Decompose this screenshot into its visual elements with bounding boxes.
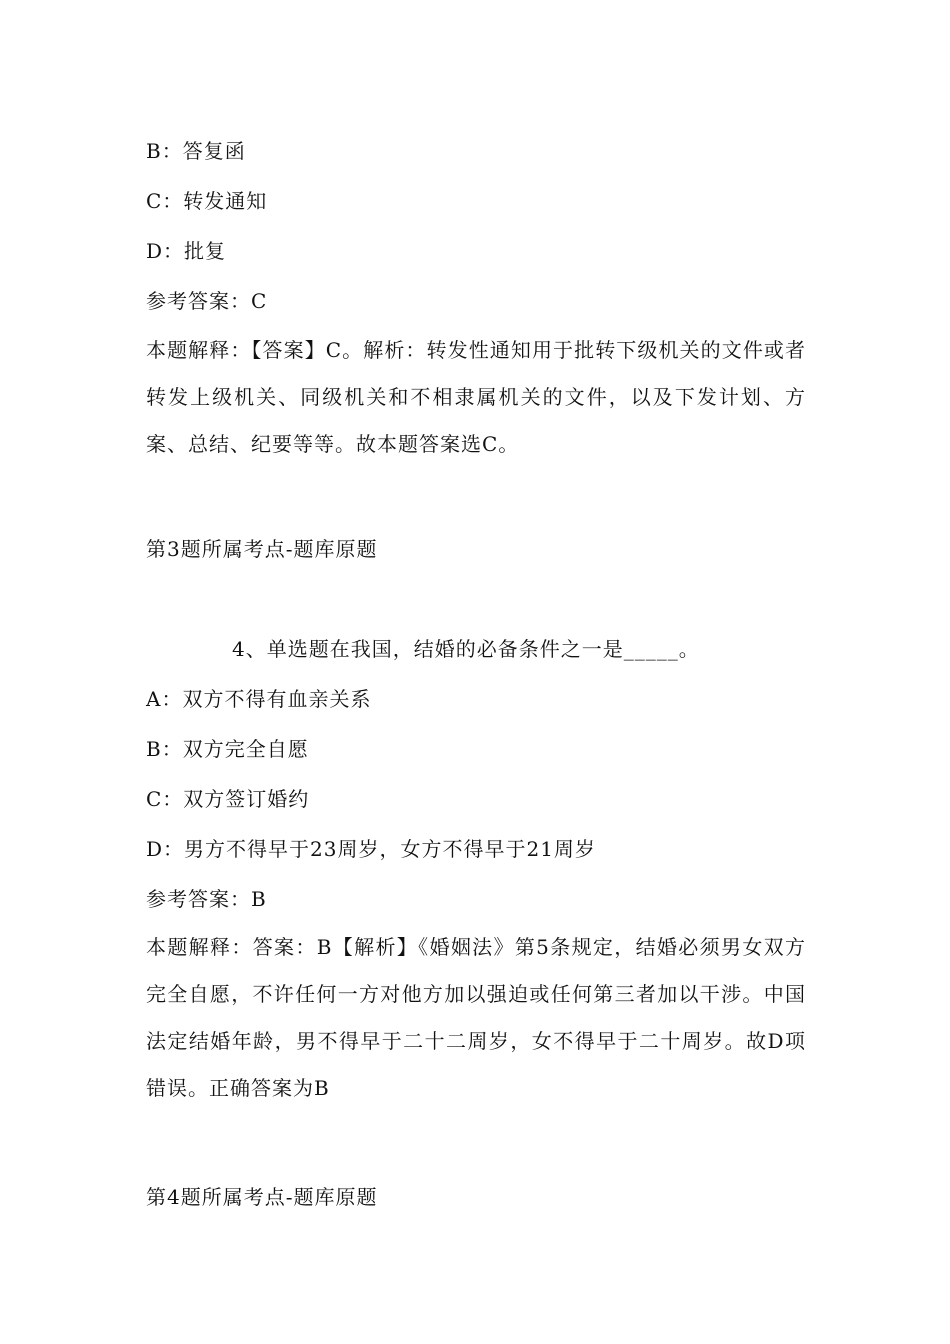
q4-answer: 参考答案：B xyxy=(146,887,267,911)
q3-answer: 参考答案：C xyxy=(146,289,268,313)
q4-option-a: A：双方不得有血亲关系 xyxy=(146,687,372,711)
q4-option-d: D：男方不得早于23周岁，女方不得早于21周岁 xyxy=(146,837,596,861)
q4-explanation: 本题解释：答案：B【解析】《婚姻法》第5条规定，结婚必须男女双方完全自愿，不许任何一方对他方加以强迫或任何第三者加以干涉。中国法定结婚年龄，男不得早于二十二周岁，女不得早于二十周岁。故D项错误。正确答案为B xyxy=(146,935,806,1100)
q3-option-c: C：转发通知 xyxy=(146,189,268,213)
q3-explanation: 本题解释：【答案】C。解析：转发性通知用于批转下级机关的文件或者转发上级机关、同级机关和不相隶属机关的文件，以及下发计划、方案、总结、纪要等等。故本题答案选C。 xyxy=(146,338,806,456)
q4-stem: 4、单选题在我国，结婚的必备条件之一是_____。 xyxy=(232,637,700,661)
q4-option-c: C：双方签订婚约 xyxy=(146,787,310,811)
q4-option-b: B：双方完全自愿 xyxy=(146,737,309,761)
q3-option-d: D：批复 xyxy=(146,239,227,263)
q4-source: 第4题所属考点-题库原题 xyxy=(146,1185,378,1209)
q3-source: 第3题所属考点-题库原题 xyxy=(146,537,378,561)
q3-option-b: B：答复函 xyxy=(146,139,246,163)
